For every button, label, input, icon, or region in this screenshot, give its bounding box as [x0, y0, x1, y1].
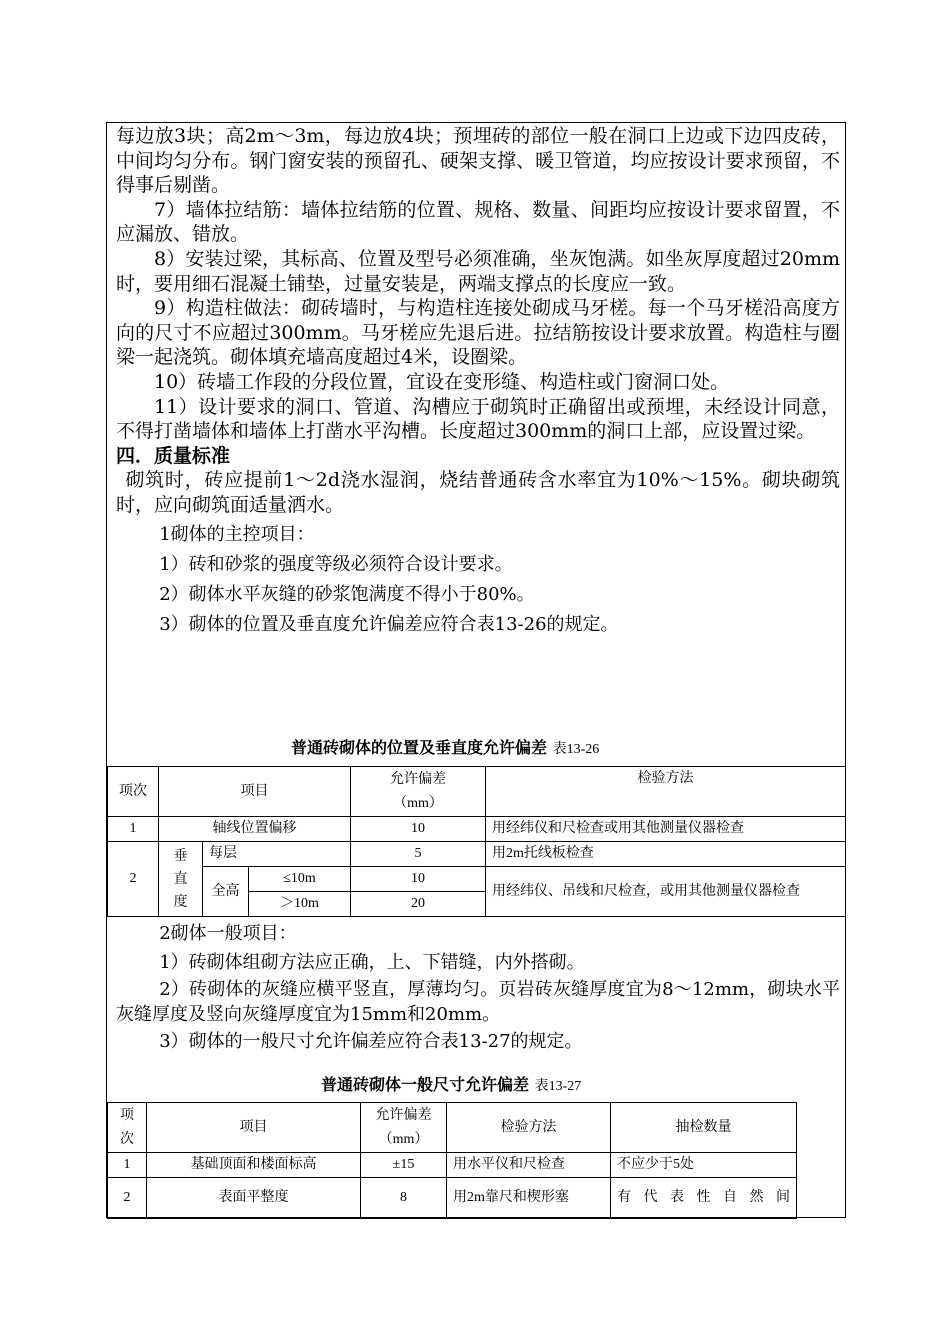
table2-header-method: 检验方法: [447, 1103, 611, 1153]
table1-row1-tol: 10: [351, 817, 486, 842]
general-item-1: 1）砖砌体组砌方法应正确，上、下错缝，内外搭砌。: [159, 952, 585, 973]
table-row: [108, 867, 846, 892]
table2-row1-no: 1: [108, 1153, 147, 1178]
table1-per-floor-method: 用2m托线板检查: [486, 842, 846, 867]
table2-row2-method: 用2m靠尺和楔形塞: [447, 1178, 611, 1219]
table1-row1-no: 1: [108, 817, 159, 842]
table2-row1-item: 基础顶面和楼面标高: [147, 1153, 361, 1178]
table-13-27: [107, 1102, 797, 1219]
table2-caption: [321, 1072, 581, 1095]
main-item-3: 3）砌体的位置及垂直度允许偏差应符合表13-26的规定。: [159, 613, 619, 635]
table1-row1-method: 用经纬仪和尺检查或用其他测量仪器检查: [486, 817, 846, 842]
table2-header-no-line2: 次: [120, 1131, 134, 1147]
document-body: [116, 124, 840, 640]
table2-caption-text: 普通砖砌体一般尺寸允许偏差: [321, 1075, 530, 1094]
general-items-block: [116, 919, 840, 1057]
table1-row2-no: 2: [108, 842, 159, 917]
table1-header-tol: [351, 767, 486, 817]
vertical-char: 垂: [173, 848, 188, 864]
table1-header-tol-line2: （mm）: [393, 795, 443, 811]
main-item-2: 2）砌体水平灰缝的砂浆饱满度不得小于80%。: [159, 583, 535, 605]
table2-row2-item: 表面平整度: [147, 1178, 361, 1219]
table-row: [108, 817, 846, 842]
table1-header-item: 项目: [159, 767, 351, 817]
table1-header-row: [108, 767, 846, 817]
table1-header-tol-line1: 允许偏差: [390, 771, 447, 787]
quality-intro: 砌筑时，砖应提前1～2d浇水湿润，烧结普通砖含水率宜为10%～15%。砌块砌筑时，应向砌筑面适量洒水。: [116, 469, 840, 516]
table-row: [108, 842, 846, 867]
table2-row1-tol: ±15: [361, 1153, 447, 1178]
table1-sub2-tol: 20: [351, 892, 486, 917]
table2-row2-tol: 8: [361, 1178, 447, 1219]
table-row: [108, 1178, 797, 1219]
table2-header-tol-line1: 允许偏差: [375, 1107, 432, 1123]
table2-caption-number: 表13-27: [534, 1079, 582, 1094]
main-items-title: 1砌体的主控项目：: [159, 523, 315, 545]
main-item-1: 1）砖和砂浆的强度等级必须符合设计要求。: [159, 553, 513, 575]
general-item-3: 3）砌体的一般尺寸允许偏差应符合表13-27的规定。: [159, 1031, 583, 1052]
table1-caption-number: 表13-26: [552, 742, 600, 757]
table1-sub1-tol: 10: [351, 867, 486, 892]
table1-per-floor: 每层: [203, 842, 351, 867]
table1-row1-item: 轴线位置偏移: [159, 817, 351, 842]
vertical-char: 度: [173, 894, 188, 910]
general-item-2: 2）砖砌体的灰缝应横平竖直，厚薄均匀。页岩砖灰缝厚度宜为8～12mm，砌块水平灰缝厚度及竖向灰缝厚度宜为15mm和20mm。: [116, 979, 840, 1025]
section-heading: 四．质量标准: [116, 444, 231, 467]
paragraph-item-11: 11）设计要求的洞口、管道、沟槽应于砌筑时正确留出或预埋，未经设计同意，不得打凿墙体和墙体上打凿水平沟槽。长度超过300mm的洞口上部，应设置过梁。: [116, 395, 840, 443]
table1-row2-vertical-label: [159, 842, 203, 917]
paragraph-continued: 每边放3块；高2m～3m，每边放4块；预埋砖的部位一般在洞口上边或下边四皮砖，中间均匀分布。钢门窗安装的预留孔、硬架支撑、暖卫管道，均应按设计要求预留，不得事后剔凿。: [116, 125, 840, 197]
table2-row2-qty: 有代表性自然间: [611, 1178, 797, 1219]
table2-header-row: [108, 1103, 797, 1153]
table2-row1-method: 用水平仪和尺检查: [447, 1153, 611, 1178]
table1-sub2: ＞10m: [249, 892, 351, 917]
table2-row1-qty: 不应少于5处: [611, 1153, 797, 1178]
table2-header-no-line1: 项: [120, 1107, 134, 1123]
table1-header-method: 检验方法: [486, 767, 846, 817]
table2-header-qty: 抽检数量: [611, 1103, 797, 1153]
table1-full-method: 用经纬仪、吊线和尺检查，或用其他测量仪器检查: [486, 867, 846, 917]
paragraph-item-8: 8）安装过梁，其标高、位置及型号必须准确，坐灰饱满。如坐灰厚度超过20mm时，要用细石混凝土铺垫，过量安装是，两端支撑点的长度应一致。: [116, 247, 840, 295]
table2-row2-no: 2: [108, 1178, 147, 1219]
table1-per-floor-tol: 5: [351, 842, 486, 867]
vertical-char: 直: [173, 871, 188, 887]
table1-full-height: 全高: [203, 867, 249, 917]
table2-header-no: [108, 1103, 147, 1153]
table-13-26: [107, 766, 846, 917]
paragraph-item-7: 7）墙体拉结筋：墙体拉结筋的位置、规格、数量、间距均应按设计要求留置，不应漏放、错放。: [116, 198, 840, 246]
paragraph-item-10: 10）砖墙工作段的分段位置，宜设在变形缝、构造柱或门窗洞口处。: [154, 370, 730, 393]
table1-header-no: 项次: [108, 767, 159, 817]
table1-sub1: ≤10m: [249, 867, 351, 892]
table2-header-tol: [361, 1103, 447, 1153]
table1-caption-text: 普通砖砌体的位置及垂直度允许偏差: [291, 738, 548, 757]
table1-caption: [291, 735, 599, 758]
paragraph-item-9: 9）构造柱做法：砌砖墙时，与构造柱连接处砌成马牙槎。每一个马牙槎沿高度方向的尺寸不应超过300mm。马牙槎应先退后进。拉结筋按设计要求放置。构造柱与圈梁一起浇筑。砌体填充墙高度超过4米，设圈梁。: [116, 297, 840, 369]
table2-header-tol-line2: （mm）: [378, 1131, 429, 1147]
general-items-title: 2砌体一般项目：: [159, 923, 297, 944]
table-row: [108, 1153, 797, 1178]
table2-header-item: 项目: [147, 1103, 361, 1153]
